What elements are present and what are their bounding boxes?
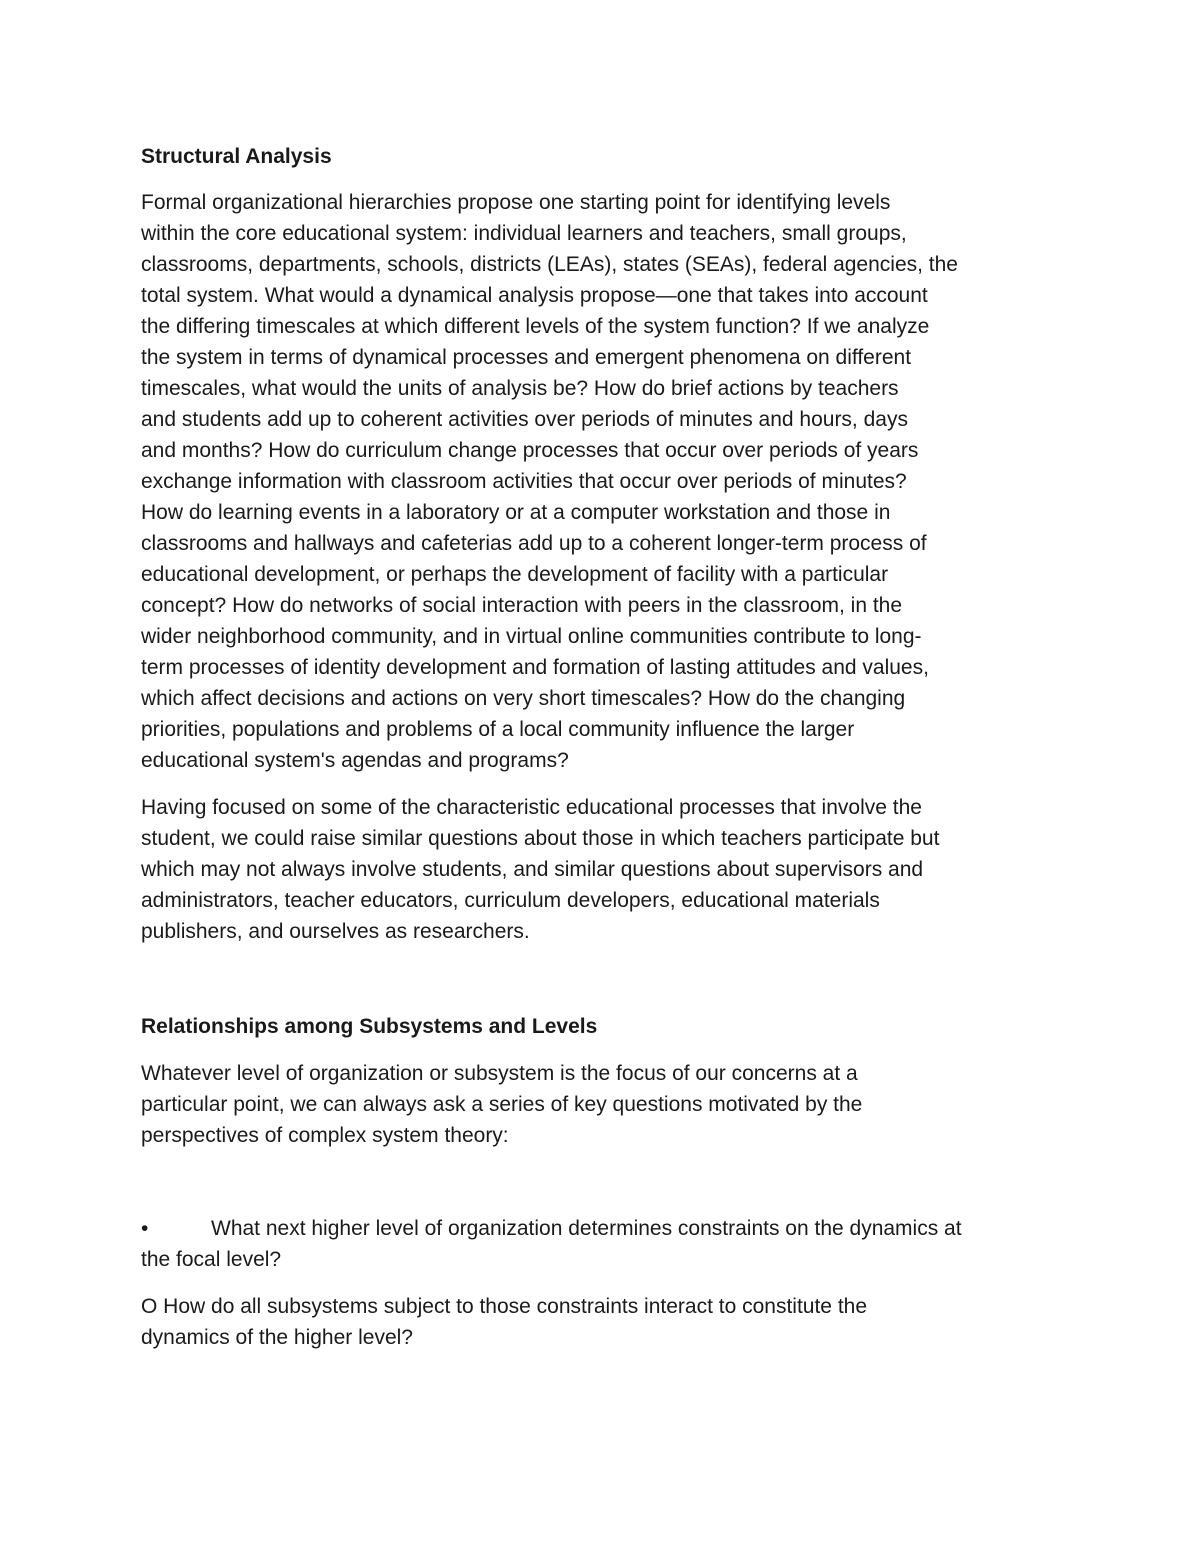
text-line: Having focused on some of the characteristic educational processes that involve the	[141, 796, 922, 819]
text-line: How do learning events in a laboratory or at a computer workstation and those in	[141, 501, 891, 524]
text-line: administrators, teacher educators, curriculum developers, educational materials	[141, 889, 880, 912]
text-line: wider neighborhood community, and in virtual online communities contribute to long-	[141, 625, 922, 648]
text-line: classrooms and hallways and cafeterias add up to a coherent longer-term process of	[141, 532, 927, 555]
text-line: and months? How do curriculum change processes that occur over periods of years	[141, 439, 919, 462]
text-line: educational development, or perhaps the development of facility with a particular	[141, 563, 889, 586]
text-line: Whatever level of organization or subsystem is the focus of our concerns at a	[141, 1062, 858, 1085]
text-line: student, we could raise similar questions about those in which teachers participate but	[141, 827, 940, 850]
bullet-text: What next higher level of organization determines constraints on the dynamics at	[211, 1217, 962, 1240]
paragraph-structural-analysis	[141, 187, 1071, 776]
text-line: particular point, we can always ask a series of key questions motivated by the	[141, 1093, 863, 1116]
text-line: and students add up to coherent activities over periods of minutes and hours, days	[141, 408, 908, 431]
text-line: term processes of identity development and formation of lasting attitudes and values,	[141, 656, 929, 679]
paragraph-whatever-level	[141, 1058, 1071, 1151]
text-line: the differing timescales at which different levels of the system function? If we analyze	[141, 315, 930, 338]
text-line: concept? How do networks of social interaction with peers in the classroom, in the	[141, 594, 903, 617]
text-line: Formal organizational hierarchies propose one starting point for identifying levels	[141, 191, 891, 214]
text-line: within the core educational system: individual learners and teachers, small groups,	[141, 222, 907, 245]
text-line: which affect decisions and actions on very short timescales? How do the changing	[141, 687, 906, 710]
text-line: timescales, what would the units of analysis be? How do brief actions by teachers	[141, 377, 899, 400]
text-line: total system. What would a dynamical analysis propose—one that takes into account	[141, 284, 928, 307]
text-line: exchange information with classroom activities that occur over periods of minutes?	[141, 470, 907, 493]
paragraph-having-focused	[141, 792, 1071, 947]
bullet-first-line	[141, 1213, 1071, 1244]
sub-item-subsystems	[141, 1291, 1071, 1353]
text-line: which may not always involve students, and similar questions about supervisors and	[141, 858, 924, 881]
bullet-item-higher-level	[141, 1213, 1071, 1275]
text-line: O How do all subsystems subject to those constraints interact to constitute the	[141, 1295, 868, 1318]
text-line: priorities, populations and problems of a local community influence the larger	[141, 718, 855, 741]
text-line: classrooms, departments, schools, districts (LEAs), states (SEAs), federal agencies, the	[141, 253, 958, 276]
text-line: publishers, and ourselves as researchers.	[141, 920, 530, 943]
text-line: the system in terms of dynamical processes and emergent phenomena on different	[141, 346, 912, 369]
section-heading-structural-analysis: Structural Analysis	[141, 145, 332, 168]
section-heading-relationships: Relationships among Subsystems and Levels	[141, 1015, 598, 1038]
text-line: perspectives of complex system theory:	[141, 1124, 509, 1147]
bullet-marker: •	[141, 1217, 149, 1240]
text-line: educational system's agendas and programs?	[141, 749, 569, 772]
text-line: the focal level?	[141, 1248, 282, 1271]
text-line: dynamics of the higher level?	[141, 1326, 413, 1349]
